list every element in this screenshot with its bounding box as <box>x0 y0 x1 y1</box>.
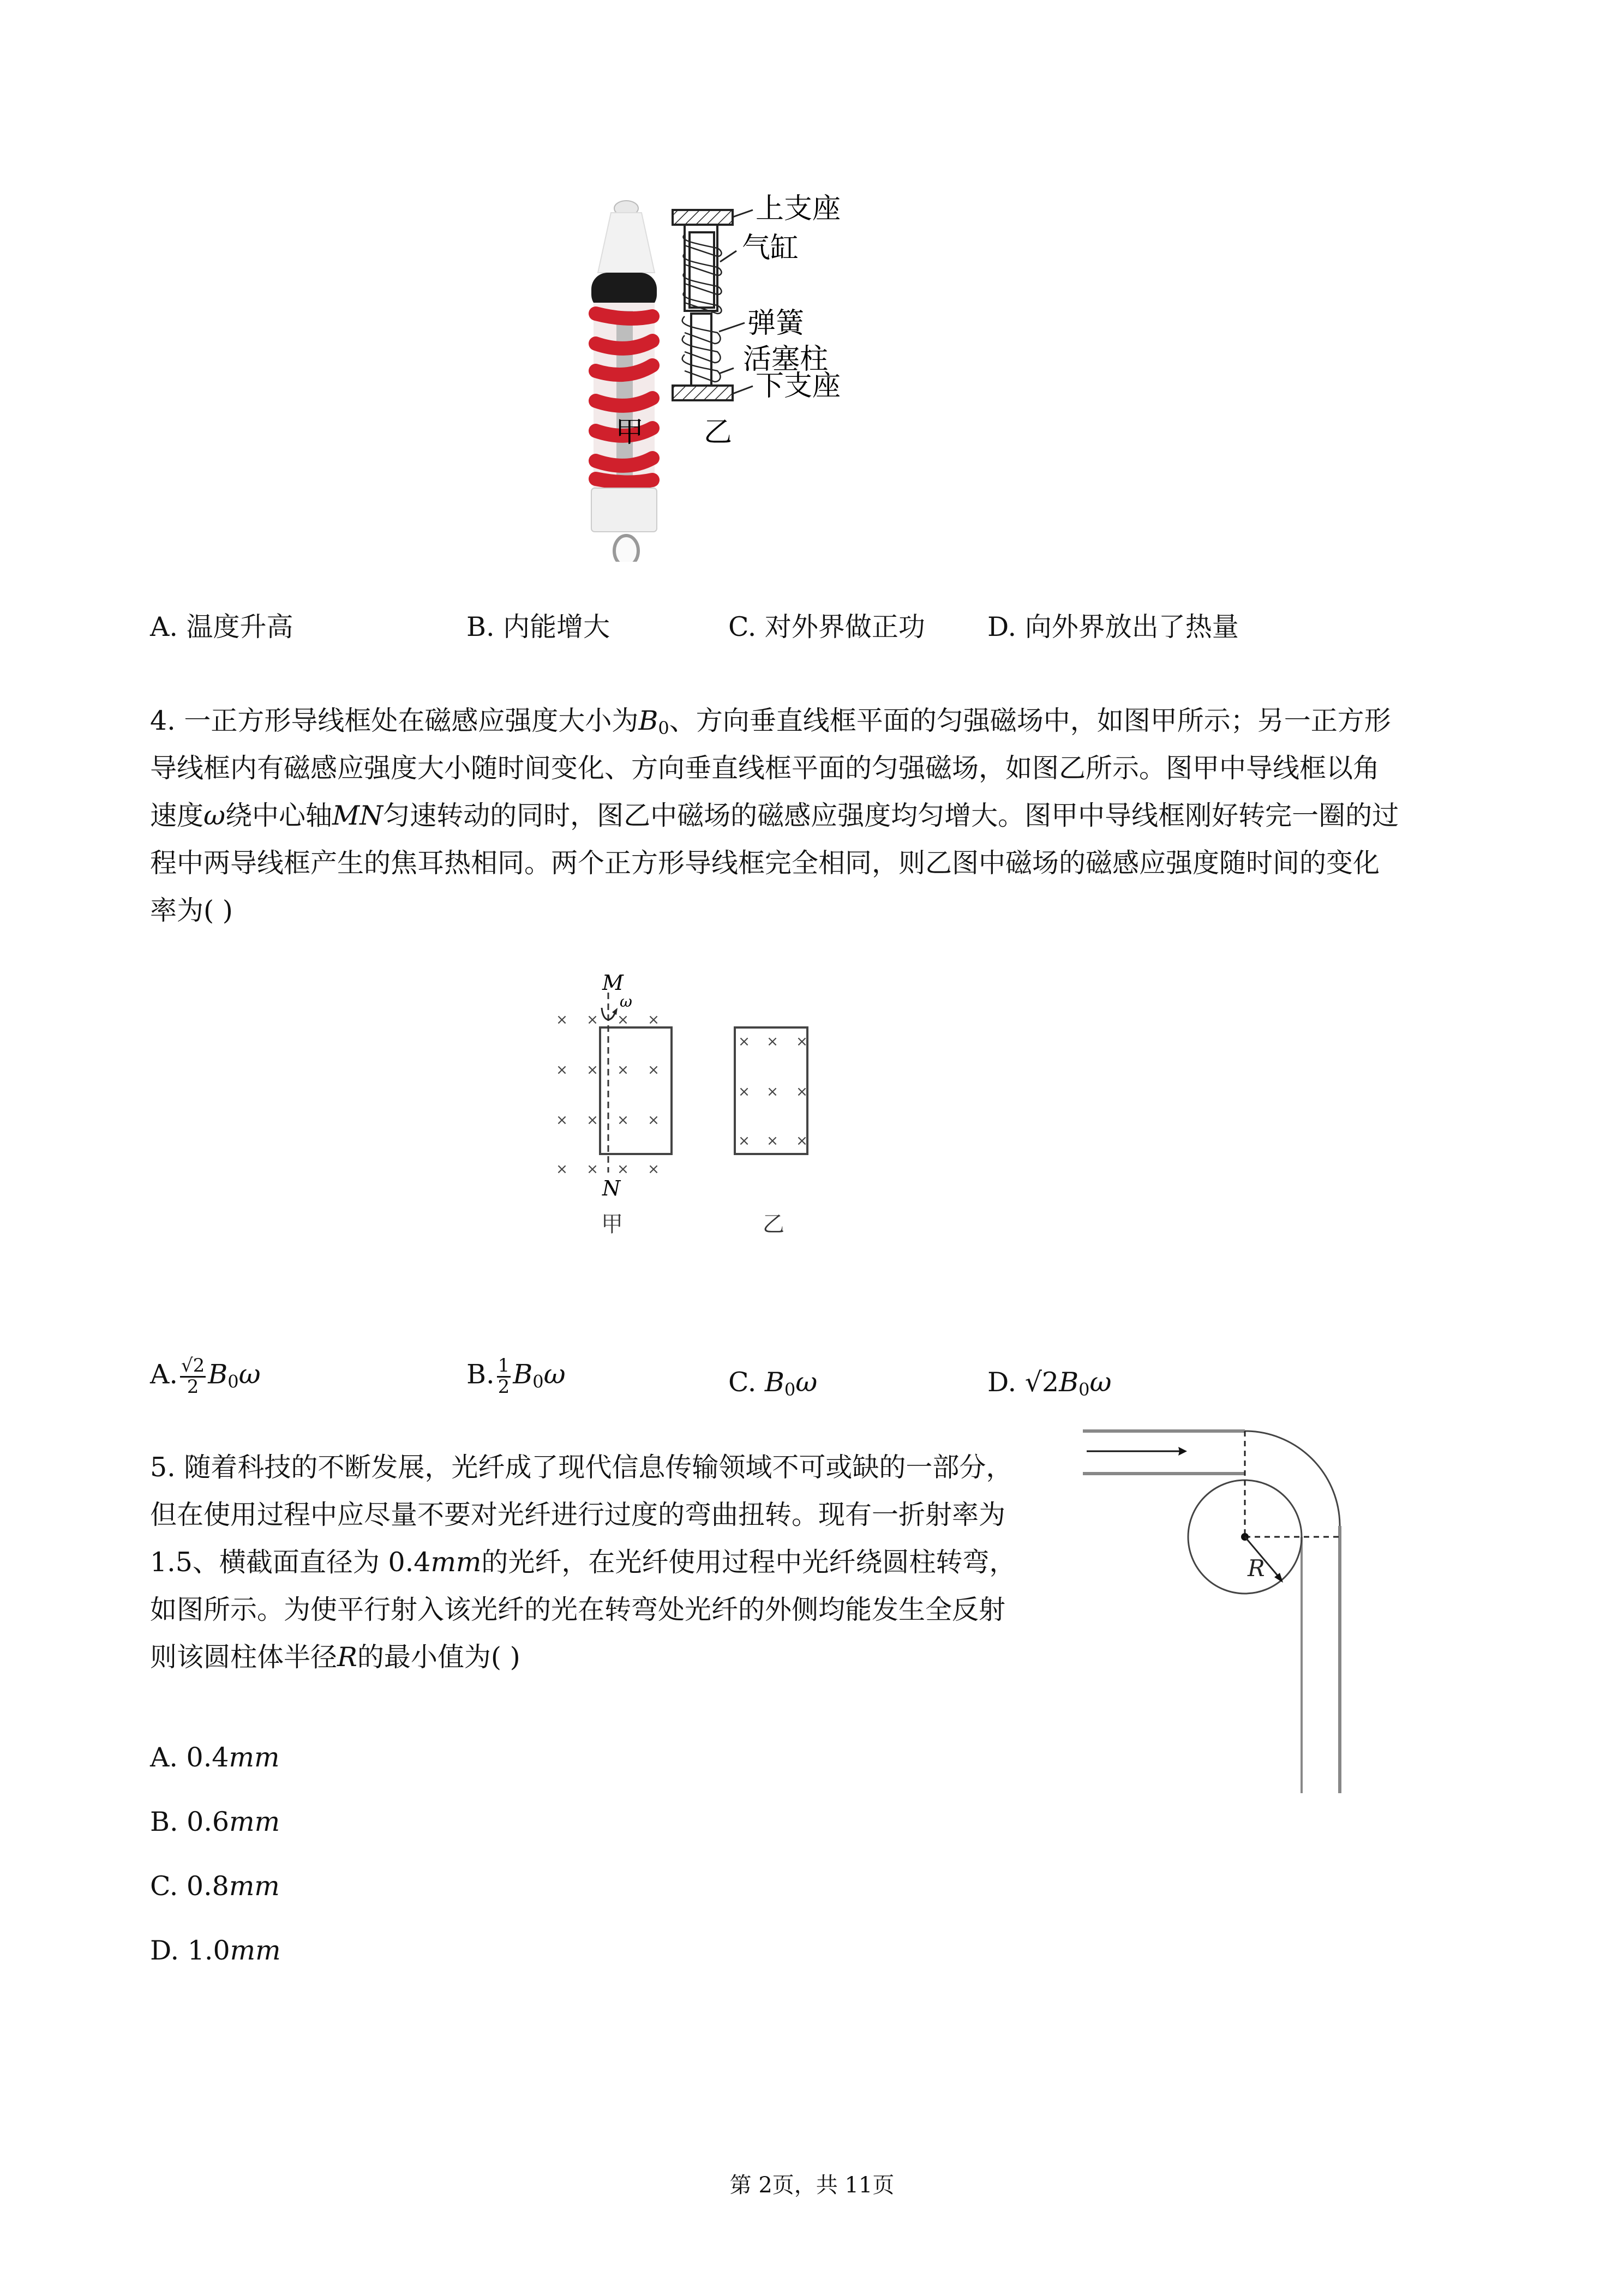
field-cross-icon: × <box>738 1033 750 1050</box>
field-cross-icon: × <box>766 1033 778 1050</box>
q5-line-2: 但在使用过程中应尽量不要对光纤进行过度的弯曲扭转。现有一折射率为 <box>150 1499 1006 1530</box>
q4-line-2: 导线框内有磁感应强度大小随时间变化、方向垂直线框平面的匀强磁场，如图乙所示。图甲中导线框以角 <box>150 753 1380 784</box>
label-piston: 活塞柱 <box>743 343 829 376</box>
field-cross-icon: × <box>648 1012 660 1028</box>
field-cross-icon: × <box>586 1062 598 1078</box>
field-cross-icon: × <box>617 1012 629 1028</box>
field-cross-icon: × <box>796 1033 808 1050</box>
q4-option-c[interactable]: C. $B_0\omega$ <box>728 1367 818 1400</box>
field-cross-icon: × <box>766 1133 778 1149</box>
q5-option-a[interactable]: A. 0.4mm <box>150 1742 280 1773</box>
label-omega: ω <box>620 993 632 1011</box>
field-cross-icon: × <box>617 1112 629 1128</box>
fraction: $\frac{√2}{2}$ <box>181 1355 205 1398</box>
label-spring: 弹簧 <box>747 307 805 340</box>
q3-option-b[interactable]: B. 内能增大 <box>466 611 610 642</box>
label-lower-seat: 下支座 <box>756 370 841 402</box>
label-m: M <box>602 971 624 995</box>
q5-line-5: 则该圆柱体半径R的最小值为( ) <box>150 1642 520 1673</box>
field-cross-icon: × <box>796 1084 808 1100</box>
field-cross-icon: × <box>738 1084 750 1100</box>
caption-jia: 甲 <box>601 1212 623 1237</box>
field-cross-icon: × <box>586 1112 598 1128</box>
q4-line-1: 4. 一正方形导线框处在磁感应强度大小为$B_0$、方向垂直线框平面的匀强磁场中，如图甲所示；另一正方形 <box>150 705 1391 738</box>
q5-option-c[interactable]: C. 0.8mm <box>150 1871 280 1902</box>
label-r: R <box>1248 1555 1265 1582</box>
q3-option-c[interactable]: C. 对外界做正功 <box>728 611 925 642</box>
field-cross-icon: × <box>617 1062 629 1078</box>
q4-line-4: 程中两导线框产生的焦耳热相同。两个正方形导线框完全相同，则乙图中磁场的磁感应强度随时间的变化 <box>150 848 1380 879</box>
field-cross-icon: × <box>648 1161 660 1177</box>
q5-line-3: 1.5、横截面直径为 0.4mm的光纤，在光纤使用过程中光纤绕圆柱转弯， <box>150 1547 1016 1578</box>
q5-figure <box>1080 1418 1506 1800</box>
rotating-loop <box>600 1027 672 1154</box>
q5-line-1: 5. 随着科技的不断发展，光纤成了现代信息传输领域不可或缺的一部分， <box>150 1452 1013 1483</box>
q3-option-d[interactable]: D. 向外界放出了热量 <box>987 611 1239 642</box>
label-upper-seat: 上支座 <box>756 193 841 225</box>
q3-figure <box>546 180 1091 562</box>
caption-yi: 乙 <box>704 416 733 449</box>
label-cylinder: 气缸 <box>742 232 799 265</box>
q3-diagram <box>546 180 1091 562</box>
shock-absorber-schematic <box>673 210 753 400</box>
field-cross-icon: × <box>738 1133 750 1149</box>
q4-diagram <box>546 960 1091 1287</box>
page-footer: 第 2页，共 11页 <box>729 2173 895 2198</box>
q4-option-b[interactable]: B. $\frac{1}{2}$ $B_0\omega$ <box>466 1355 566 1398</box>
q4-line-3: 速度ω绕中心轴MN匀速转动的同时，图乙中磁场的磁感应强度均匀增大。图甲中导线框刚好转完一圈的过 <box>150 800 1399 831</box>
field-cross-icon: × <box>586 1161 598 1177</box>
q4-figure <box>546 960 1091 1287</box>
shock-absorber-photo <box>591 201 657 562</box>
q4-line-5: 率为( ) <box>150 895 233 926</box>
label-n: N <box>602 1176 621 1200</box>
caption-jia: 甲 <box>615 416 644 449</box>
field-cross-icon: × <box>796 1133 808 1149</box>
fraction: $\frac{1}{2}$ <box>498 1355 510 1398</box>
caption-yi: 乙 <box>763 1212 784 1237</box>
field-cross-icon: × <box>648 1112 660 1128</box>
upper-seat <box>673 210 733 225</box>
fiber-diagram <box>1080 1418 1506 1800</box>
q5-option-d[interactable]: D. 1.0mm <box>150 1935 281 1966</box>
field-cross-icon: × <box>617 1161 629 1177</box>
q3-option-a[interactable]: A. 温度升高 <box>150 611 293 642</box>
fiber-outer-arc <box>1245 1431 1340 1526</box>
field-cross-icon: × <box>556 1112 568 1128</box>
field-cross-icon: × <box>556 1062 568 1078</box>
q5-option-b[interactable]: B. 0.6mm <box>150 1806 280 1837</box>
field-cross-icon: × <box>556 1161 568 1177</box>
field-cross-icon: × <box>766 1084 778 1100</box>
q5-line-4: 如图所示。为使平行射入该光纤的光在转弯处光纤的外侧均能发生全反射 <box>150 1594 1006 1625</box>
lower-seat <box>673 386 733 400</box>
field-cross-icon: × <box>556 1012 568 1028</box>
field-cross-icon: × <box>586 1012 598 1028</box>
field-cross-icon: × <box>648 1062 660 1078</box>
q4-option-a[interactable]: A. $\frac{√2}{2}$ $B_0\omega$ <box>150 1355 261 1398</box>
q4-option-d[interactable]: D. $√2B_0\omega$ <box>987 1367 1112 1400</box>
